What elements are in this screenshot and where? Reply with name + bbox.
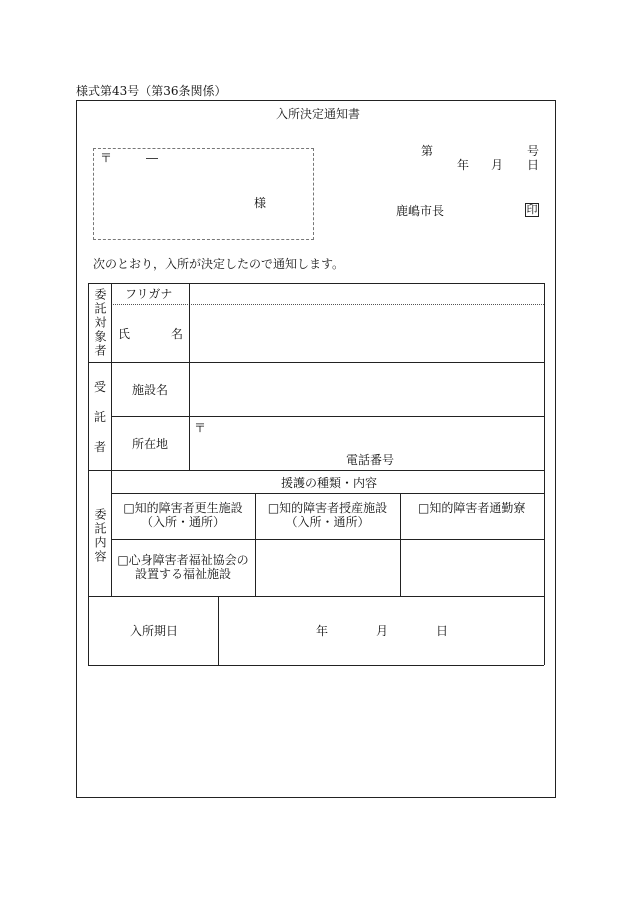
section-label-content: 委託内容 (93, 508, 107, 564)
table-line (88, 596, 544, 597)
table-line (111, 283, 112, 596)
form-number: 様式第43号（第36条関係） (76, 84, 227, 98)
issue-date-month: 月 (491, 158, 504, 172)
recipient-postal-dash: ― (146, 151, 158, 165)
section-label-trustee-1: 受 (94, 380, 107, 394)
table-line (88, 283, 89, 665)
table-line (544, 283, 545, 665)
section-label-trustee-2: 託 (94, 410, 107, 424)
location-label: 所在地 (132, 437, 169, 451)
issue-date-year: 年 (457, 158, 470, 172)
location-postal-mark: 〒 (194, 421, 207, 435)
table-line (111, 539, 544, 540)
table-line (111, 416, 544, 417)
doc-number-suffix: 号 (527, 144, 540, 158)
admission-month: 月 (376, 624, 389, 638)
admission-year: 年 (316, 624, 329, 638)
recipient-address-box (93, 148, 314, 240)
option-rehab-facility: □知的障害者更生施設 （入所・通所） (123, 501, 243, 529)
table-line (88, 283, 544, 284)
table-line (88, 362, 544, 363)
recipient-honorific: 様 (254, 196, 267, 210)
name-label-first: 氏 (118, 327, 131, 341)
table-line (88, 470, 544, 471)
intro-text: 次のとおり，入所が決定したので通知します。 (93, 257, 345, 271)
seal-mark: 印 (526, 203, 538, 216)
issue-date-day: 日 (527, 158, 540, 172)
table-line (218, 596, 219, 665)
issuer-name: 鹿嶋市長 (396, 204, 445, 218)
table-line (111, 304, 544, 305)
name-label-second: 名 (171, 327, 184, 341)
section-label-target: 委託対象者 (93, 288, 107, 358)
table-line (400, 493, 401, 596)
recipient-postal-mark: 〒 (100, 151, 113, 165)
table-line (88, 665, 544, 666)
doc-number-prefix: 第 (421, 144, 434, 158)
admission-day: 日 (436, 624, 449, 638)
table-line (189, 283, 190, 470)
option-sheltered-workshop: □知的障害者授産施設 （入所・通所） (267, 501, 388, 529)
option-welfare-association: □心身障害者福祉協会の 設置する福祉施設 (117, 553, 249, 581)
table-line (111, 493, 544, 494)
furigana-label: フリガナ (125, 287, 173, 301)
facility-name-label: 施設名 (132, 383, 169, 397)
section-label-trustee-3: 者 (94, 440, 107, 454)
document-title: 入所決定通知書 (276, 107, 361, 121)
phone-label: 電話番号 (346, 453, 395, 467)
support-type-header: 援護の種類・内容 (281, 476, 378, 490)
option-commuter-dorm: □知的障害者通勤寮 (418, 501, 526, 515)
admission-date-label: 入所期日 (130, 624, 179, 638)
